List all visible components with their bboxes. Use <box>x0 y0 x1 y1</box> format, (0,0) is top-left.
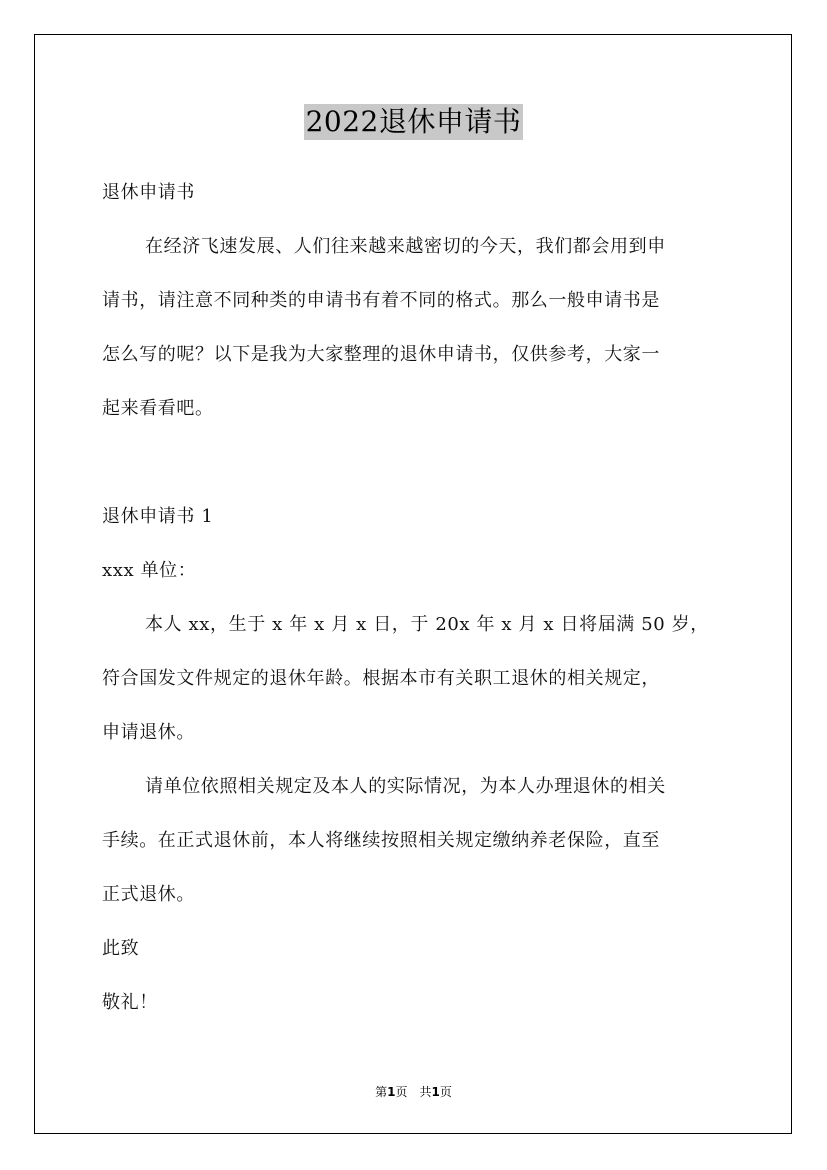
footer-mid: 页 共 <box>395 1085 432 1099</box>
section-heading: 退休申请书 <box>102 182 195 203</box>
title-container <box>0 104 827 140</box>
paragraph1-line-1: 本人 xx，生于 x 年 x 月 x 日，于 20x 年 x 月 x 日将届满 50 岁， <box>145 614 709 635</box>
document-body <box>102 166 728 1030</box>
footer-suffix: 页 <box>439 1085 452 1099</box>
footer-total-pages: 1 <box>431 1085 440 1099</box>
paragraph2-line-3: 正式退休。 <box>102 884 195 905</box>
closing-salute: 敬礼！ <box>102 992 158 1013</box>
closing-regards: 此致 <box>102 938 140 959</box>
paragraph2-line-2: 手续。在正式退休前，本人将继续按照相关规定缴纳养老保险，直至 <box>102 830 660 851</box>
blank-line <box>102 436 728 490</box>
paragraph2-line-1: 请单位依照相关规定及本人的实际情况，为本人办理退休的相关 <box>145 776 666 797</box>
footer-prefix: 第 <box>375 1085 388 1099</box>
document-title: 2022退休申请书 <box>305 105 522 138</box>
salutation: xxx 单位： <box>102 560 197 581</box>
intro-line-4: 起来看看吧。 <box>102 398 214 419</box>
paragraph1-line-2: 符合国发文件规定的退休年龄。根据本市有关职工退休的相关规定， <box>102 668 660 689</box>
intro-line-2: 请书，请注意不同种类的申请书有着不同的格式。那么一般申请书是 <box>102 290 660 311</box>
footer-current-page: 1 <box>387 1085 396 1099</box>
page-footer <box>0 1083 827 1100</box>
intro-line-1: 在经济飞速发展、人们往来越来越密切的今天，我们都会用到申 <box>145 236 666 257</box>
intro-line-3: 怎么写的呢？以下是我为大家整理的退休申请书，仅供参考，大家一 <box>102 344 660 365</box>
letter-title: 退休申请书 1 <box>102 506 214 527</box>
paragraph1-line-3: 申请退休。 <box>102 722 195 743</box>
